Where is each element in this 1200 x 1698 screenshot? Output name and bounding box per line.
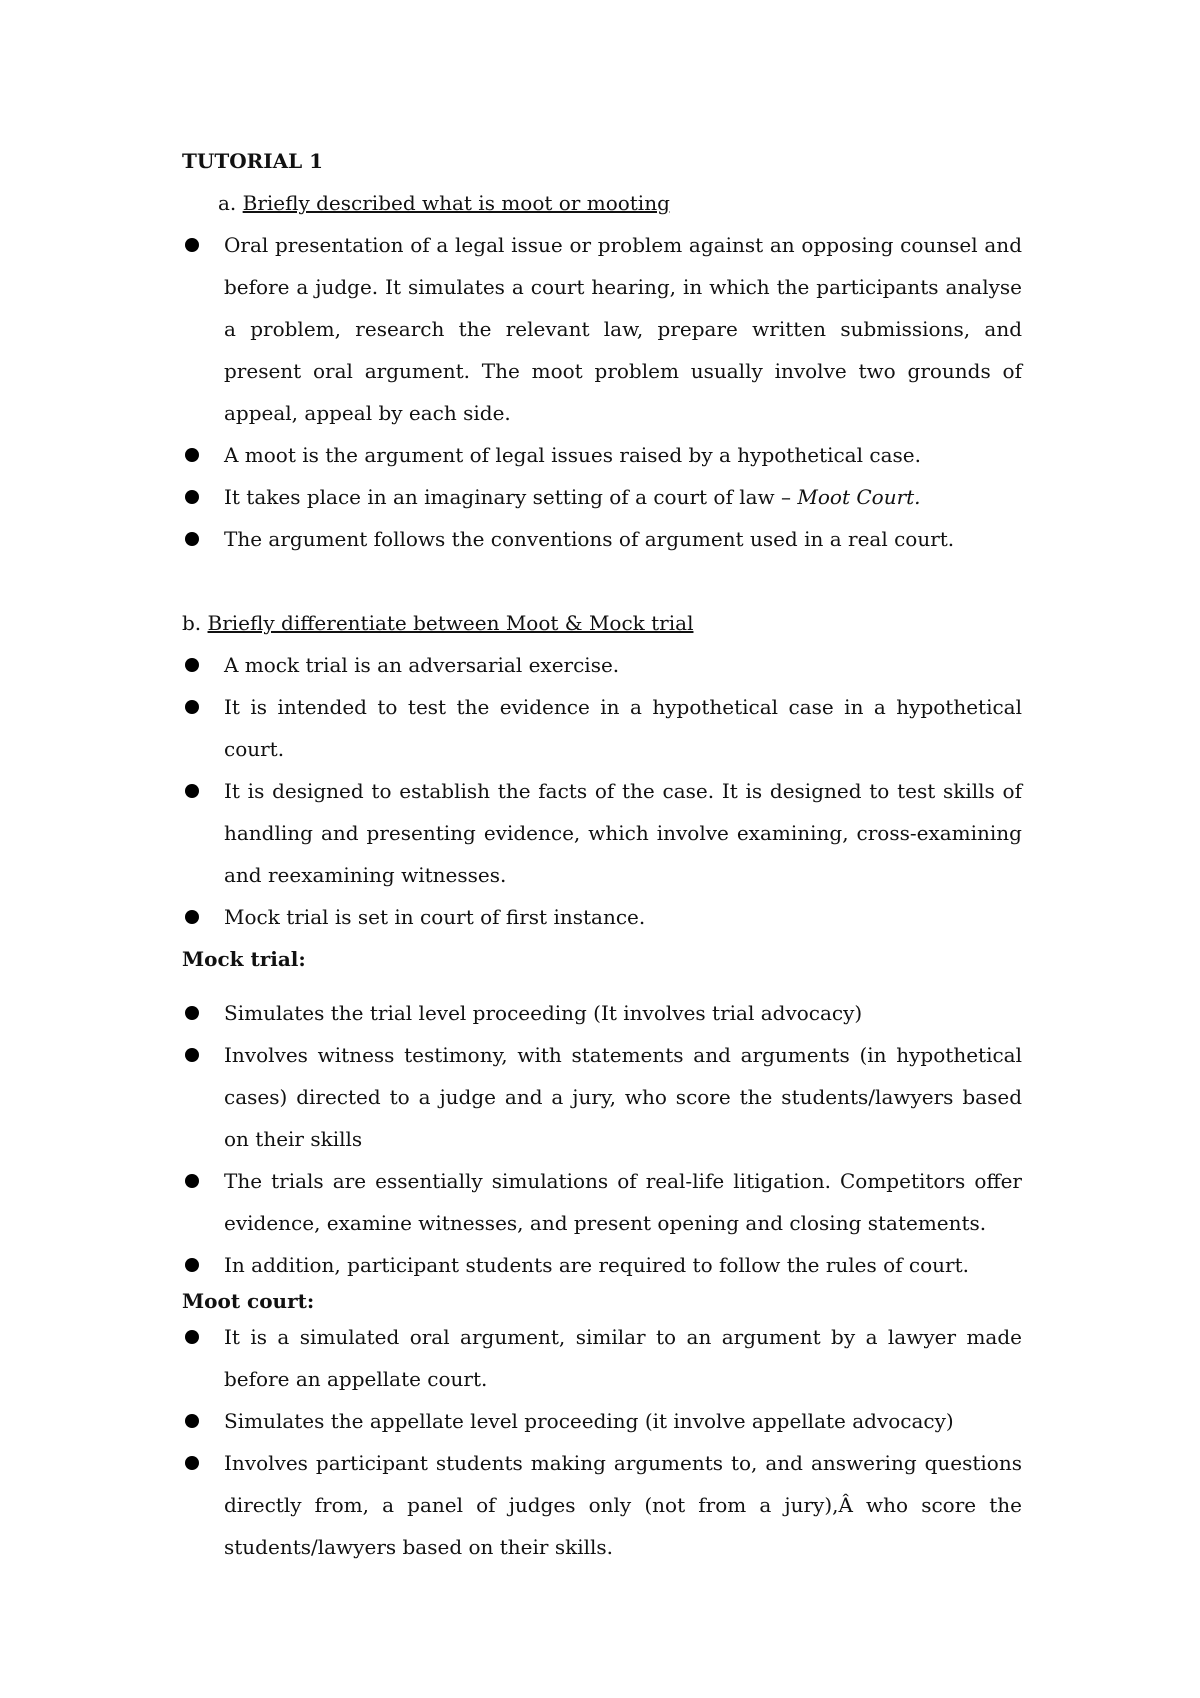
section-b-heading xyxy=(182,602,1022,644)
list-item-text: Involves participant students making arguments to, and answering questions directly from, a panel of judges only (not from a jury),Â who score the students/lawyers based on their skills. xyxy=(224,1451,1022,1559)
bullet-icon xyxy=(185,490,199,504)
bullet-icon xyxy=(185,1258,199,1272)
bullet-icon xyxy=(185,1414,199,1428)
list-item xyxy=(182,896,1022,938)
moot-court-list xyxy=(182,1316,1022,1568)
section-b-heading-text: Briefly differentiate between Moot & Mock trial xyxy=(207,611,694,635)
list-item-text: Simulates the appellate level proceeding (it involve appellate advocacy) xyxy=(224,1409,954,1433)
list-item-text: Simulates the trial level proceeding (It involves trial advocacy) xyxy=(224,1001,863,1025)
bullet-icon xyxy=(185,910,199,924)
list-item-text: A mock trial is an adversarial exercise. xyxy=(224,653,620,677)
list-item-text: It is intended to test the evidence in a hypothetical case in a hypothetical court. xyxy=(224,695,1022,761)
bullet-icon xyxy=(185,1330,199,1344)
list-item xyxy=(182,1316,1022,1400)
mock-trial-list xyxy=(182,992,1022,1286)
bullet-icon xyxy=(185,1456,199,1470)
bullet-icon xyxy=(185,1006,199,1020)
list-item xyxy=(182,1244,1022,1286)
list-item xyxy=(182,1034,1022,1160)
list-item-text: Mock trial is set in court of first instance. xyxy=(224,905,646,929)
section-b-prefix: b. xyxy=(182,611,208,635)
list-item xyxy=(182,686,1022,770)
section-a-heading-text: Briefly described what is moot or mooting xyxy=(242,191,670,215)
list-item-text: It is a simulated oral argument, similar to an argument by a lawyer made before an appellate court. xyxy=(224,1325,1022,1391)
bullet-icon xyxy=(185,658,199,672)
section-a-prefix: a. xyxy=(218,191,243,215)
list-item-text: A moot is the argument of legal issues raised by a hypothetical case. xyxy=(224,443,921,467)
bullet-icon xyxy=(185,784,199,798)
list-item xyxy=(182,1442,1022,1568)
section-b-list xyxy=(182,644,1022,938)
list-item-text: In addition, participant students are required to follow the rules of court. xyxy=(224,1253,969,1277)
bullet-icon xyxy=(185,448,199,462)
bullet-icon xyxy=(185,1048,199,1062)
document-title: TUTORIAL 1 xyxy=(182,149,324,173)
section-a-heading xyxy=(218,182,1022,224)
bullet-icon xyxy=(185,1174,199,1188)
list-item xyxy=(182,476,1022,518)
section-a-list xyxy=(182,224,1022,560)
list-item-text: Oral presentation of a legal issue or problem against an opposing counsel and before a judge. It simulates a court hearing, in which the participants analyse a problem, research the relevant law, prepare written submissions, and present oral argument. The moot problem usually involve two grounds of appeal, appeal by each side. xyxy=(224,233,1022,425)
list-item xyxy=(182,434,1022,476)
bullet-icon xyxy=(185,532,199,546)
bullet-icon xyxy=(185,700,199,714)
list-item-text: The trials are essentially simulations of real-life litigation. Competitors offer evidence, examine witnesses, and present opening and closing statements. xyxy=(224,1169,1022,1235)
document-body xyxy=(182,140,1022,1568)
mock-trial-label: Mock trial: xyxy=(182,947,306,971)
moot-court-term: Moot Court. xyxy=(797,485,921,509)
list-item-text: It is designed to establish the facts of the case. It is designed to test skills of handling and presenting evidence, which involve examining, cross-examining and reexamining witnesses. xyxy=(224,779,1022,887)
list-item-text: Involves witness testimony, with statements and arguments (in hypothetical cases) directed to a judge and a jury, who score the students/lawyers based on their skills xyxy=(224,1043,1022,1151)
moot-court-label: Moot court: xyxy=(182,1289,315,1313)
list-item-text: The argument follows the conventions of argument used in a real court. xyxy=(224,527,955,551)
bullet-icon xyxy=(185,238,199,252)
list-item xyxy=(182,770,1022,896)
list-item xyxy=(182,1160,1022,1244)
list-item xyxy=(182,992,1022,1034)
list-item-text: It takes place in an imaginary setting of a court of law – xyxy=(224,485,798,509)
list-item xyxy=(182,518,1022,560)
list-item xyxy=(182,224,1022,434)
list-item xyxy=(182,644,1022,686)
list-item xyxy=(182,1400,1022,1442)
